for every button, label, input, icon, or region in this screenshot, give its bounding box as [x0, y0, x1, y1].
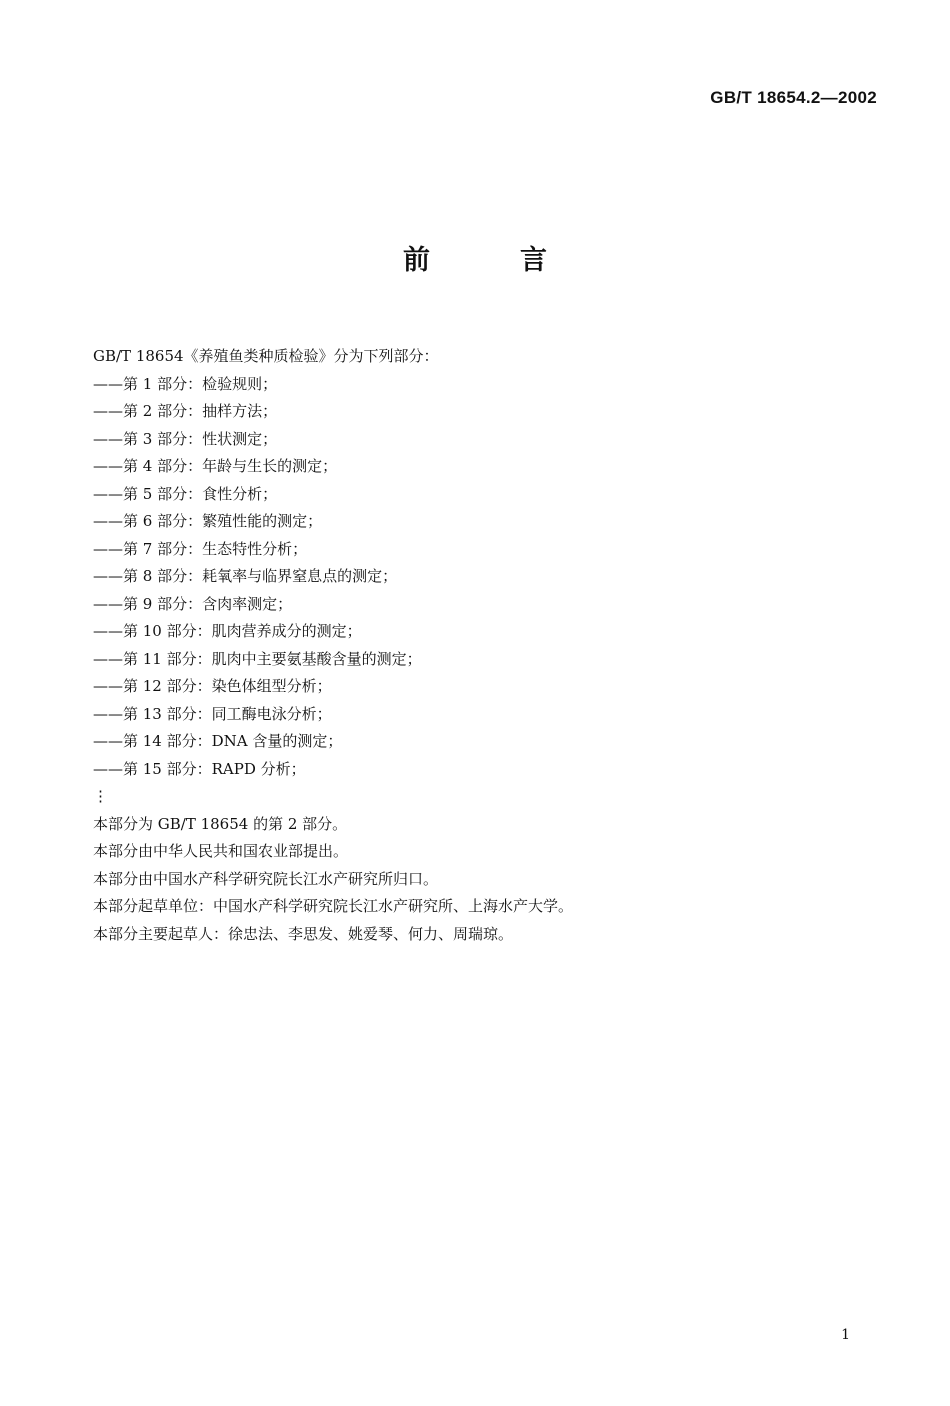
statement-line: 本部分起草单位：中国水产科学研究院长江水产研究所、上海水产大学。: [93, 897, 574, 915]
list-item: ——第 12 部分：染色体组型分析；: [93, 677, 332, 695]
list-item: ——第 6 部分：繁殖性能的测定；: [93, 512, 323, 530]
page-number: 1: [841, 1327, 850, 1343]
list-item: ——第 11 部分：肌肉中主要氨基酸含量的测定；: [93, 649, 422, 668]
list-item: ——第 2 部分：抽样方法；: [93, 402, 278, 420]
parts-list: [93, 371, 873, 784]
list-item: ——第 13 部分：同工酶电泳分析；: [93, 704, 332, 723]
statement-line: 本部分为 GB/T 18654 的第 2 部分。: [93, 814, 348, 833]
list-item: ——第 8 部分：耗氧率与临界窒息点的测定；: [93, 567, 398, 585]
list-item: ——第 9 部分：含肉率测定；: [93, 594, 293, 613]
list-item: ——第 5 部分：食性分析；: [93, 484, 278, 503]
foreword-body: [93, 343, 873, 948]
statements: [93, 811, 873, 949]
list-item: ——第 7 部分：生态特性分析；: [93, 539, 308, 558]
statement-line: 本部分由中国水产科学研究院长江水产研究所归口。: [93, 869, 439, 888]
statement-line: 本部分主要起草人：徐忠法、李思发、姚爱琴、何力、周瑞琼。: [93, 924, 514, 943]
statement-line: 本部分由中华人民共和国农业部提出。: [93, 842, 349, 860]
standard-code: GB/T 18654.2—2002: [710, 88, 877, 107]
list-item: ——第 10 部分：肌肉营养成分的测定；: [93, 622, 362, 640]
list-item: ——第 1 部分：检验规则；: [93, 374, 278, 393]
list-item: ——第 15 部分：RAPD 分析；: [93, 759, 306, 778]
vertical-ellipsis: ⋮: [93, 787, 108, 805]
list-item: ——第 14 部分：DNA 含量的测定；: [93, 732, 343, 750]
list-item: ——第 4 部分：年龄与生长的测定；: [93, 457, 338, 475]
intro-line: GB/T 18654《养殖鱼类种质检验》分为下列部分：: [93, 347, 439, 365]
list-item: ——第 3 部分：性状测定；: [93, 429, 278, 448]
page-title: 前言: [403, 245, 637, 276]
